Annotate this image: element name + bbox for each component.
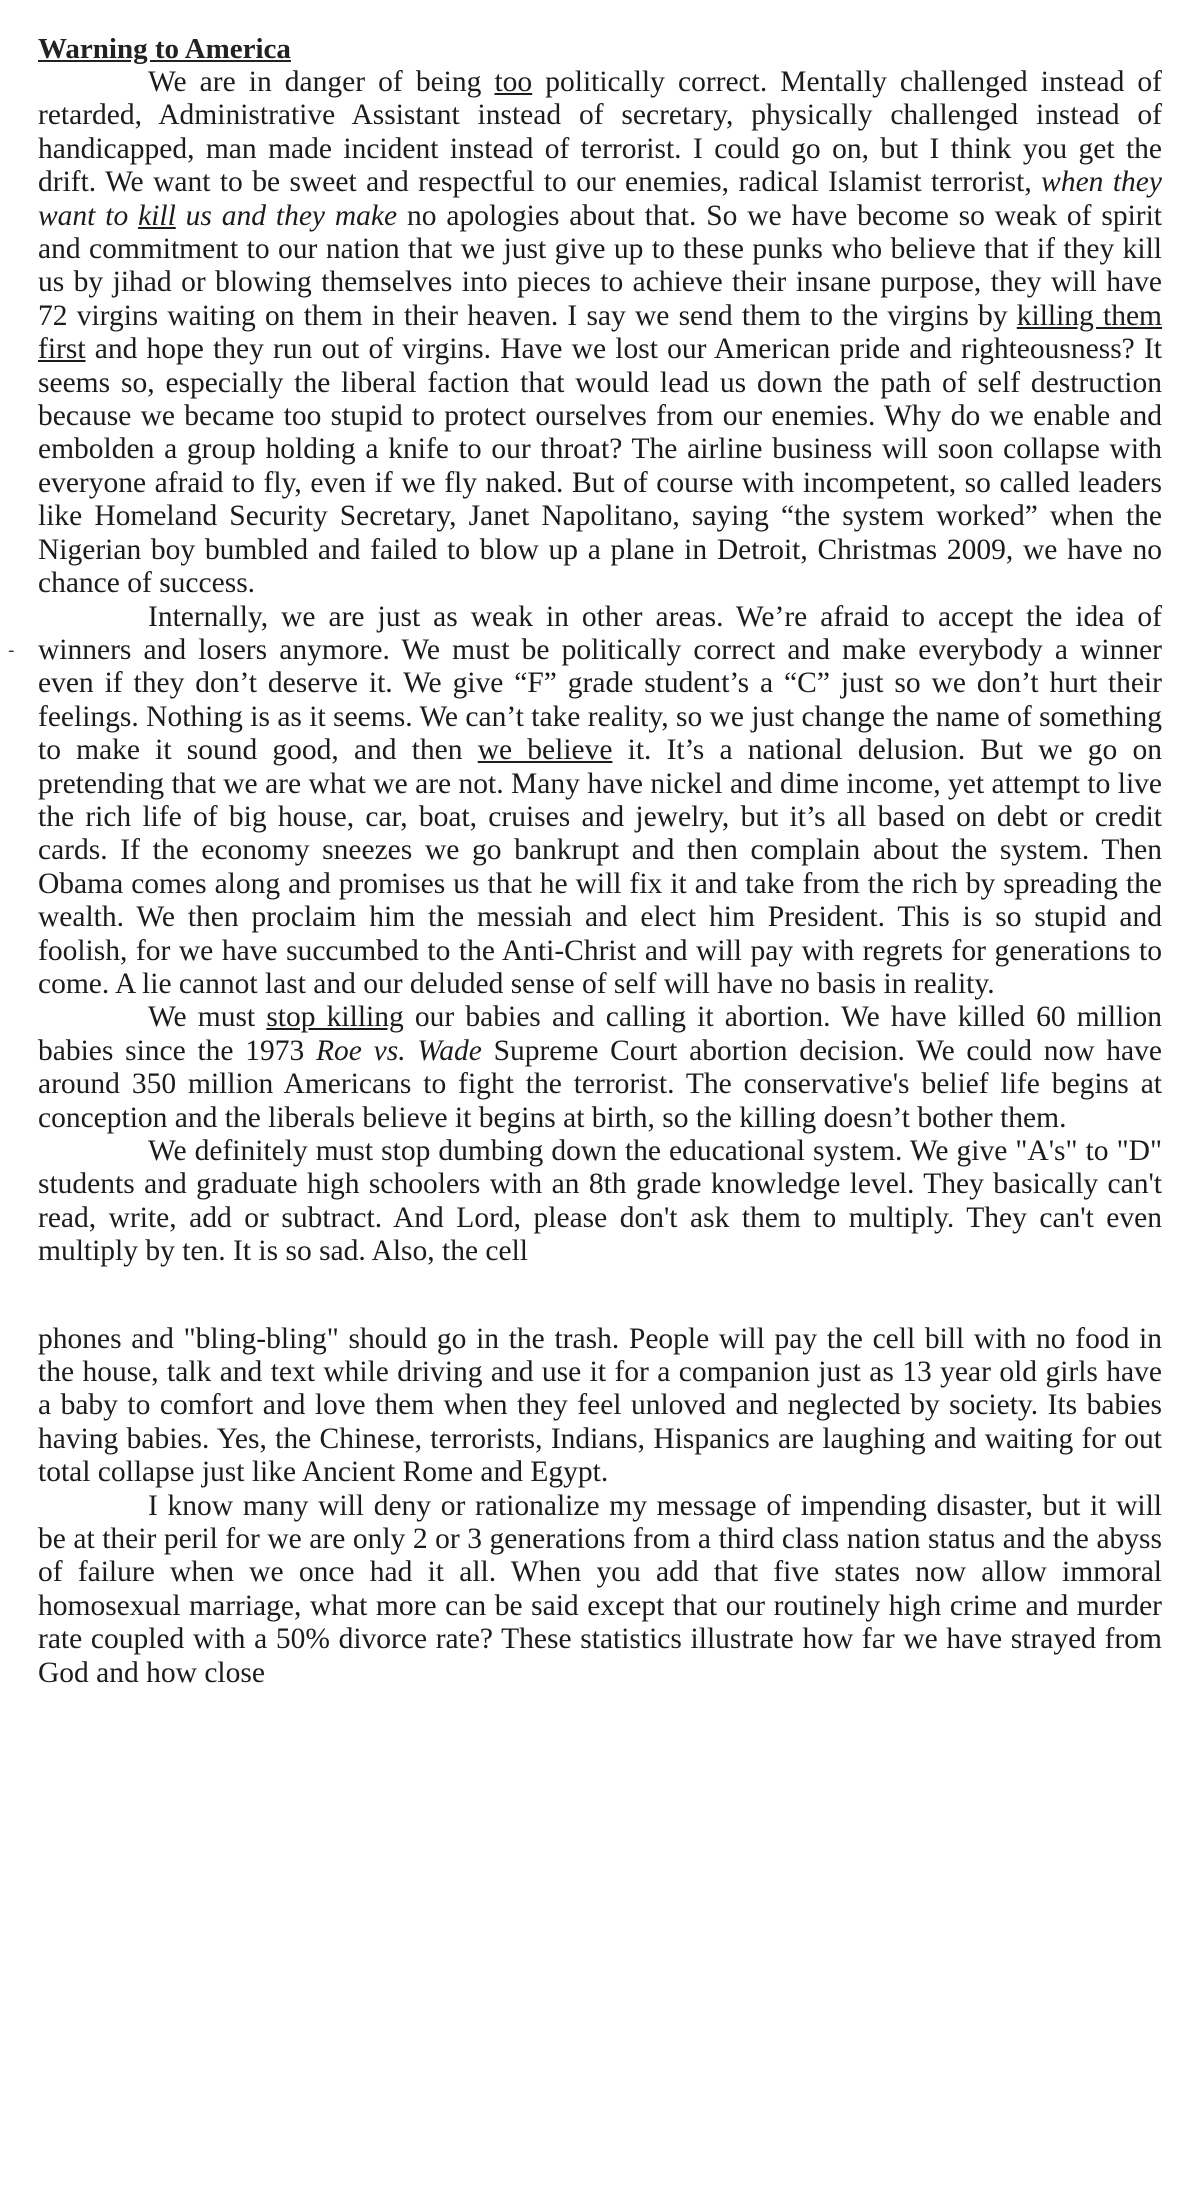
paragraph [38,601,1162,1002]
text-run: when they want to [38,166,1162,232]
document-body [38,34,1162,1690]
document-title: Warning to America [38,33,291,65]
text-run: kill [138,199,176,232]
page-bottom-edge [0,2192,1200,2200]
text-run: We are in danger of being [148,66,495,98]
column-break [38,1269,1162,1323]
text-run: our babies and calling it abortion. We have killed 60 million babies since the 1973 [38,1001,1162,1067]
text-run: Supreme Court abortion decision. We could now have around 350 million Americans to fight the terrorist. The conservative's belief life begins at conception and the liberals believe it begins at birth, so the killing doesn’t bother them. [38,1034,1162,1134]
text-run: us and they make [175,199,398,232]
paragraph [38,1323,1162,1490]
text-run: it. It’s a national delusion. But we go on pretending that we are what we are not. Many have nickel and dime income, yet attempt to live the rich life of big house, car, boat, cruises and jewelry, but it’s all based on debt or credit cards. If the economy sneezes we go bankrupt and then complain about the system. Then Obama comes along and promises us that he will fix it and take from the rich by spreading the wealth. We then proclaim him the messiah and elect him President. This is so stupid and foolish, for we have succumbed to the Anti-Christ and will pay with regrets for generations to come. A lie cannot last and our deluded sense of self will have no basis in reality. [38,734,1162,1000]
text-run: stop killing [266,1001,404,1034]
text-run: We definitely must stop dumbing down the educational system. We give "A's" to "D" students and graduate high schoolers with an 8th grade knowledge level. They basically can't read, write, add or subtract. And Lord, please don't ask them to multiply. They can't even multiply by ten. It is so sad. Also, the cell [38,1135,1162,1268]
text-run: We must [148,1001,267,1034]
margin-mark: - [8,640,15,661]
text-run: politically correct. Mentally challenged instead of retarded, Administrative Assistant instead of secretary, physically challenged instead of handicapped, man made incident instead of terrorist. I could go on, but I think you get the drift. We want to be sweet and respectful to our enemies, radical Islamist terrorist, [38,66,1162,199]
text-run: Roe vs. Wade [316,1034,482,1067]
text-run: we believe [477,734,613,767]
paragraph [38,1001,1162,1135]
paragraph [38,1135,1162,1269]
text-run: no apologies about that. So we have become so weak of spirit and commitment to our nation that we just give up to these punks who believe that if they kill us by jihad or blowing themselves into pieces to achieve their insane purpose, they will have 72 virgins waiting on them in their heaven. I say we send them to the virgins by [38,199,1162,332]
text-run: killing them first [38,299,1162,366]
paragraph [38,1490,1162,1690]
text-run: I know many will deny or rationalize my message of impending disaster, but it will be at their peril for we are only 2 or 3 generations from a third class nation status and the abyss of failure when we once had it all. When you add that five states now allow immoral homosexual marriage, what more can be said except that our routinely high crime and murder rate coupled with a 50% divorce rate? These statistics illustrate how far we have strayed from God and how close [38,1489,1162,1689]
paragraph [38,66,1162,601]
text-run: and hope they run out of virgins. Have we lost our American pride and righteousness? It seems so, especially the liberal faction that would lead us down the path of self destruction because we became too stupid to protect ourselves from our enemies. Why do we enable and embolden a group holding a knife to our throat? The airline business will soon collapse with everyone afraid to fly, even if we fly naked. But of course with incompetent, so called leaders like Homeland Security Secretary, Janet Napolitano, saying “the system worked” when the Nigerian boy bumbled and failed to blow up a plane in Detroit, Christmas 2009, we have no chance of success. [38,333,1162,600]
text-run: Internally, we are just as weak in other areas. We’re afraid to accept the idea of winners and losers anymore. We must be politically correct and make everybody a winner even if they don’t deserve it. We give “F” grade student’s a “C” just so we don’t hurt their feelings. Nothing is as it seems. We can’t take reality, so we just change the name of something to make it sound good, and then [38,600,1162,767]
text-run: too [494,66,533,98]
text-run: phones and "bling-bling" should go in the trash. People will pay the cell bill with no food in the house, talk and text while driving and use it for a companion just as 13 year old girls have a baby to comfort and love them when they feel unloved and neglected by society. Its babies having babies. Yes, the Chinese, terrorists, Indians, Hispanics are laughing and waiting for out total collapse just like Ancient Rome and Egypt. [38,1322,1162,1489]
